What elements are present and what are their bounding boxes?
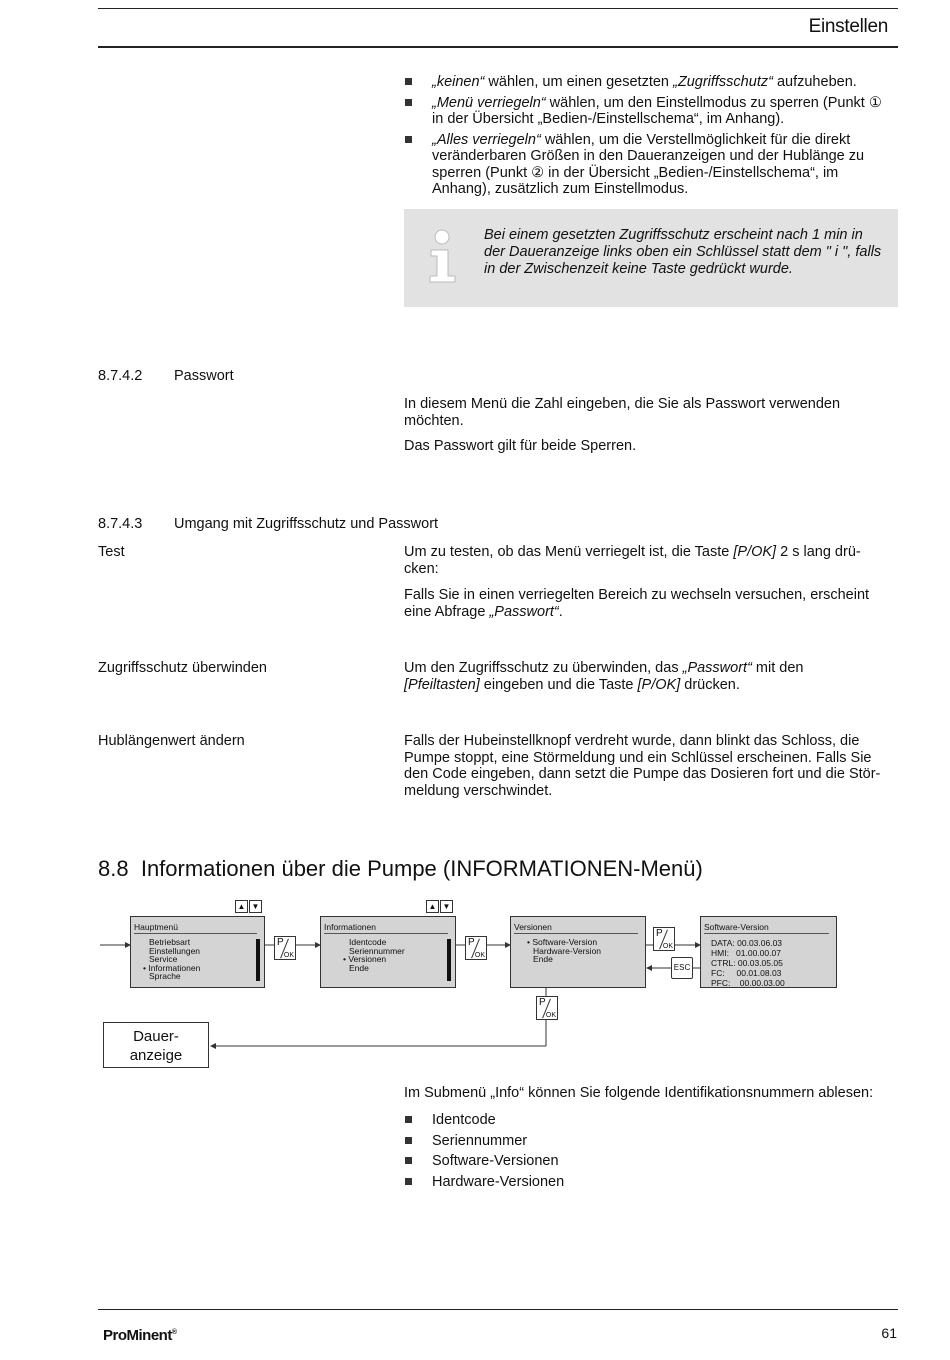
header-bottom-rule	[98, 46, 898, 48]
info-note-box	[404, 209, 898, 307]
section-title-umgang: Umgang mit Zugriffsschutz und Passwort	[174, 516, 439, 532]
p-ok-key-icon-2: P OK	[465, 936, 487, 960]
list-item: Seriennummer	[404, 1133, 804, 1150]
bullet-item-menu-lock: „Menü verriegeln“ wählen, um den Einstellmodus zu sperren (Punkt ① in der Übersicht „Bedien-/Einstellschema“, im Anhang).	[404, 95, 896, 128]
list-item: Identcode	[404, 1112, 804, 1129]
passwort-paragraph-2: Das Passwort gilt für beide Sperren.	[404, 438, 637, 454]
section-title-passwort: Passwort	[174, 368, 234, 384]
arrow-keys-icon-2: ▲ ▼	[426, 900, 454, 913]
test-paragraph-2: Falls Sie in einen verriegelten Bereich zu wechseln versuchen, erscheint eine Abfrage „Passwort“.	[404, 587, 870, 620]
identification-list	[404, 1112, 804, 1194]
scrollbar-indicator	[256, 939, 260, 981]
list-item: Software-Versionen	[404, 1153, 804, 1170]
lcd-hauptmenue: Hauptmenü Betriebsart Einstellungen Service • Informationen Sprache	[130, 916, 265, 988]
label-hublaengenwert: Hublängenwert ändern	[98, 733, 245, 749]
esc-key-icon: ESC	[671, 957, 693, 979]
passwort-paragraph-1: In diesem Menü die Zahl eingeben, die Sie als Passwort verwenden möchten.	[404, 396, 841, 429]
list-item: Hardware-Versionen	[404, 1174, 804, 1191]
info-note-text: Bei einem gesetzten Zugriffsschutz erscheint nach 1 min in der Daueranzeige links oben ein Schlüssel statt dem " i ", falls in der Zwischenzeit keine Taste gedrückt wurde.	[484, 227, 882, 277]
bullet-item-all-lock: „Alles verriegeln“ wählen, um die Verstellmöglichkeit für die direkt veränderbaren Größen in den Daueranzeigen und der Hublänge zu sperren (Punkt ② in der Übersicht „Bedien-/Einstellschema“, im Anhang), zusätzlich zum Einstellmodus.	[404, 132, 896, 198]
label-zugriffsschutz-ueberwinden: Zugriffsschutz überwinden	[98, 660, 267, 676]
p-ok-key-icon-1: P OK	[274, 936, 296, 960]
info-icon	[426, 229, 460, 285]
info-menu-diagram	[98, 896, 898, 1076]
info-intro: Im Submenü „Info“ können Sie folgende Identifikationsnummern ablesen:	[404, 1085, 874, 1101]
lcd-versionen: Versionen • Software-Version Hardware-Version Ende	[510, 916, 646, 988]
test-paragraph-1: Um zu testen, ob das Menü verriegelt ist, die Taste [P/OK] 2 s lang drü-cken:	[404, 544, 861, 577]
section-number-8743: 8.7.4.3	[98, 516, 143, 532]
lcd-software-version: Software-Version DATA: 00.03.06.03 HMI: 01.00.00.07 CTRL: 00.03.05.05 FC: 00.01.08.03 PFC: 00.00.03.00	[700, 916, 837, 988]
section-heading-88: 8.8 Informationen über die Pumpe (INFORMATIONEN-Menü)	[98, 856, 703, 881]
prominent-logo: ProMinent®	[103, 1327, 177, 1344]
page-number: 61	[881, 1325, 897, 1341]
bullet-item-keinen: „keinen“ wählen, um einen gesetzten „Zugriffsschutz“ aufzuheben.	[404, 74, 896, 91]
daueranzeige-box: Dauer- anzeige	[103, 1022, 209, 1068]
arrow-keys-icon-1: ▲ ▼	[235, 900, 263, 913]
footer-rule	[98, 1309, 898, 1310]
section-number-8742: 8.7.4.2	[98, 368, 143, 384]
label-test: Test	[98, 544, 125, 560]
header-top-rule	[98, 8, 898, 9]
scrollbar-indicator	[447, 939, 451, 981]
bullet-list-lock-options	[404, 74, 896, 202]
hublaenge-paragraph: Falls der Hubeinstellknopf verdreht wurde, dann blinkt das Schloss, die Pumpe stoppt, eine Störmeldung und ein Schlüssel erscheinen. Falls Sie den Code eingeben, dann setzt die Pumpe das Dosieren fort und die Stör-meldung verschwindet.	[404, 733, 881, 799]
zugriffsschutz-paragraph: Um den Zugriffsschutz zu überwinden, das „Passwort“ mit den [Pfeiltasten] eingeben und die Taste [P/OK] drücken.	[404, 660, 804, 693]
p-ok-key-icon-4: P OK	[536, 996, 558, 1020]
p-ok-key-icon-3: P OK	[653, 927, 675, 951]
header-title: Einstellen	[808, 16, 888, 37]
lcd-informationen: Informationen Identcode Seriennummer • Versionen Ende	[320, 916, 456, 988]
